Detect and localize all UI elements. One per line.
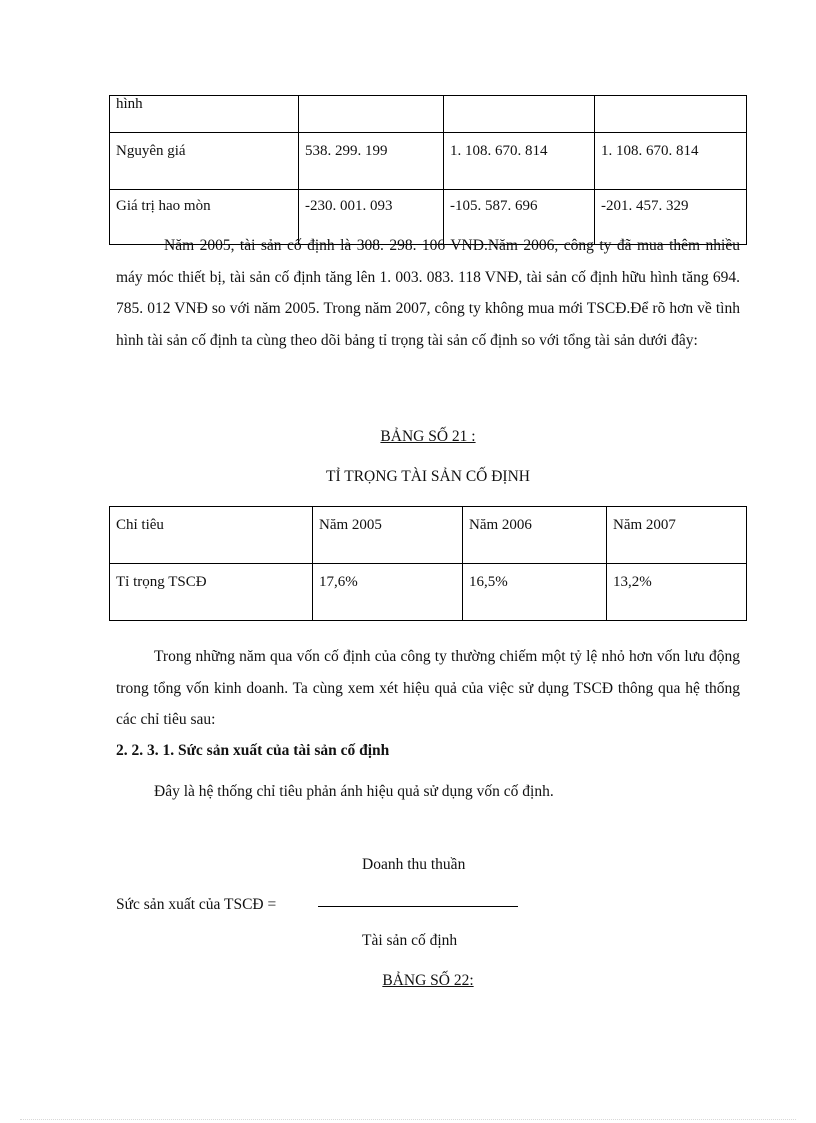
table-row bbox=[110, 564, 747, 621]
table-22-label: BẢNG SỐ 22: bbox=[382, 972, 474, 989]
page-bottom-rule bbox=[20, 1119, 796, 1120]
table-cell bbox=[595, 96, 747, 133]
table-cell: 1. 108. 670. 814 bbox=[595, 133, 747, 190]
table-header-cell: Năm 2005 bbox=[313, 507, 463, 564]
table-cell: 1. 108. 670. 814 bbox=[444, 133, 595, 190]
table-row bbox=[110, 133, 747, 190]
table-cell: Giá trị hao mòn bbox=[110, 190, 299, 245]
table-cell: 13,2% bbox=[607, 564, 747, 621]
table-cell: 538. 299. 199 bbox=[299, 133, 444, 190]
table-cell: Nguyên giá bbox=[110, 133, 299, 190]
table-21-label: BẢNG SỐ 21 : bbox=[380, 428, 476, 445]
fixed-asset-table-continued bbox=[109, 95, 747, 245]
table-cell: -230. 001. 093 bbox=[299, 190, 444, 245]
table-cell: -201. 457. 329 bbox=[595, 190, 747, 245]
table-header-cell: Năm 2007 bbox=[607, 507, 747, 564]
table-cell: -105. 587. 696 bbox=[444, 190, 595, 245]
table-row bbox=[110, 96, 747, 133]
formula-denominator: Tài sản cố định bbox=[362, 932, 458, 949]
table-cell bbox=[444, 96, 595, 133]
table-header-cell: Năm 2006 bbox=[463, 507, 607, 564]
section-heading: 2. 2. 3. 1. Sức sản xuất của tài sản cố định bbox=[116, 742, 390, 759]
table-header-row bbox=[110, 507, 747, 564]
paragraph-fixed-capital: Trong những năm qua vốn cố định của công ty thường chiếm một tỷ lệ nhỏ hơn vốn lưu động trong tổng vốn kinh doanh. Ta cùng xem xét hiệu quả của việc sử dụng TSCĐ thông qua hệ thống các chỉ tiêu sau: bbox=[116, 648, 740, 728]
table-cell: 17,6% bbox=[313, 564, 463, 621]
table-21-title: TỈ TRỌNG TÀI SẢN CỐ ĐỊNH bbox=[326, 468, 530, 485]
table-cell bbox=[299, 96, 444, 133]
fixed-asset-ratio-table bbox=[109, 506, 747, 621]
table-cell: 16,5% bbox=[463, 564, 607, 621]
table-cell: hình bbox=[110, 96, 299, 133]
formula-label: Sức sản xuất của TSCĐ = bbox=[116, 896, 277, 913]
paragraph-indicator: Đây là hệ thống chỉ tiêu phản ánh hiệu quả sử dụng vốn cố định. bbox=[154, 783, 554, 800]
fraction-line bbox=[318, 906, 518, 907]
paragraph-fixed-assets: Năm 2005, tài sản cố định là 308. 298. 106 VNĐ.Năm 2006, công ty đã mua thêm nhiều máy móc thiết bị, tài sản cố định tăng lên 1. 003. 083. 118 VNĐ, tài sản cố định hữu hình tăng 694. 785. 012 VNĐ so với năm 2005. Trong năm 2007, công ty không mua mới TSCĐ.Để rõ hơn về tình hình tài sản cố định ta cùng theo dõi bảng tỉ trọng tài sản cố định so với tổng tài sản dưới đây: bbox=[116, 237, 740, 349]
table-cell: Tỉ trọng TSCĐ bbox=[110, 564, 313, 621]
formula-numerator: Doanh thu thuần bbox=[362, 856, 466, 873]
table-header-cell: Chỉ tiêu bbox=[110, 507, 313, 564]
